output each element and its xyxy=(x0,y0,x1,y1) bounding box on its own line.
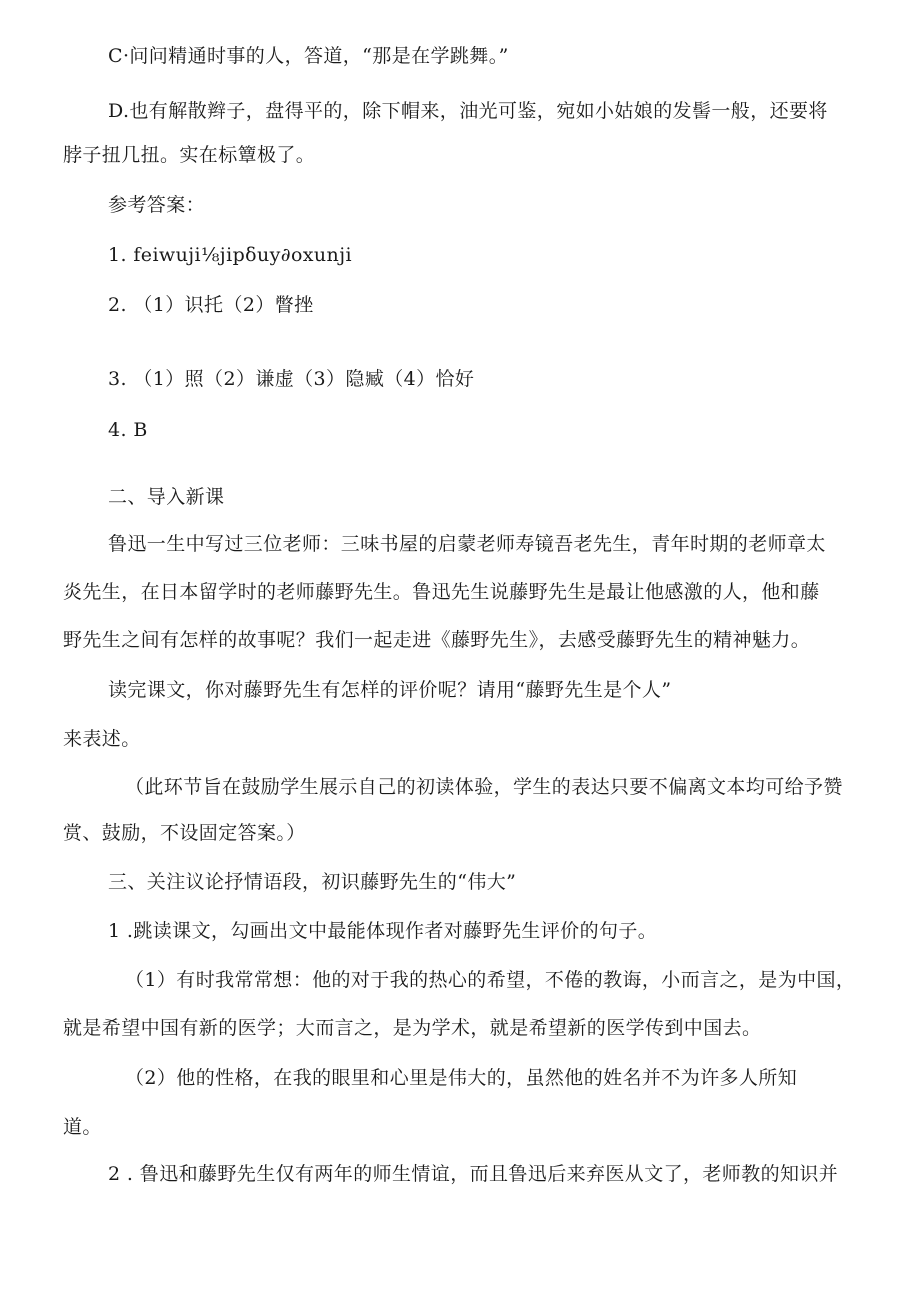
intro-paragraph-line: 炎先生，在日本留学时的老师藤野先生。鲁迅先生说藤野先生是最让他感激的人，他和藤 xyxy=(63,581,820,603)
section-heading-3: 三、关注议论抒情语段，初识藤野先生的“伟大” xyxy=(108,871,517,893)
note-paragraph-line: 赏、鼓励，不设固定答案。） xyxy=(63,822,306,844)
answer-1: 1. feiwuji⅛jipδuy∂oxunji xyxy=(108,244,352,266)
option-d: D.也有解散辫子，盘得平的，除下帽来，油光可鉴，宛如小姑娘的发髻一般，还要将 xyxy=(108,100,828,122)
quote-1-line: （1）有时我常常想：他的对于我的热心的希望，不倦的教诲，小而言之，是为中国， xyxy=(125,969,856,991)
option-d-continued: 脖子扭几扭。实在标簟极了。 xyxy=(63,144,316,166)
intro-paragraph-line: 鲁迅一生中写过三位老师：三味书屋的启蒙老师寿镜吾老先生，青年时期的老师章太 xyxy=(108,533,826,555)
answer-2: 2. （1）识托（2）瞥挫 xyxy=(108,294,314,316)
answer-4: 4. B xyxy=(108,419,148,441)
intro-paragraph-line: 野先生之间有怎样的故事呢？我们一起走进《藤野先生》，去感受藤野先生的精神魅力。 xyxy=(63,629,811,651)
answers-heading: 参考答案： xyxy=(108,194,206,216)
answer-3: 3. （1）照（2）谦虚（3）隐臧（4）恰好 xyxy=(108,368,475,390)
prompt-paragraph-line: 读完课文，你对藤野先生有怎样的评价呢？请用“藤野先生是个人” xyxy=(108,679,672,701)
quote-1-line: 就是希望中国有新的医学；大而言之，是为学术，就是希望新的医学传到中国去。 xyxy=(63,1017,762,1039)
prompt-paragraph-line: 来表述。 xyxy=(63,728,141,750)
section-heading-2: 二、导入新课 xyxy=(108,486,225,508)
note-paragraph-line: （此环节旨在鼓励学生展示自己的初读体验，学生的表达只要不偏离文本均可给予赞 xyxy=(125,776,843,798)
option-c: C·问问精通时事的人，答道，“那是在学跳舞。” xyxy=(108,45,509,67)
task-1: 1 .跳读课文，勾画出文中最能体现作者对藤野先生评价的句子。 xyxy=(108,920,658,942)
task-2: 2 . 鲁迅和藤野先生仅有两年的师生情谊，而且鲁迅后来弃医从文了，老师教的知识并 xyxy=(108,1163,839,1185)
quote-2-line: （2）他的性格，在我的眼里和心里是伟大的，虽然他的姓名并不为许多人所知 xyxy=(125,1067,798,1089)
quote-2-line: 道。 xyxy=(63,1116,102,1138)
